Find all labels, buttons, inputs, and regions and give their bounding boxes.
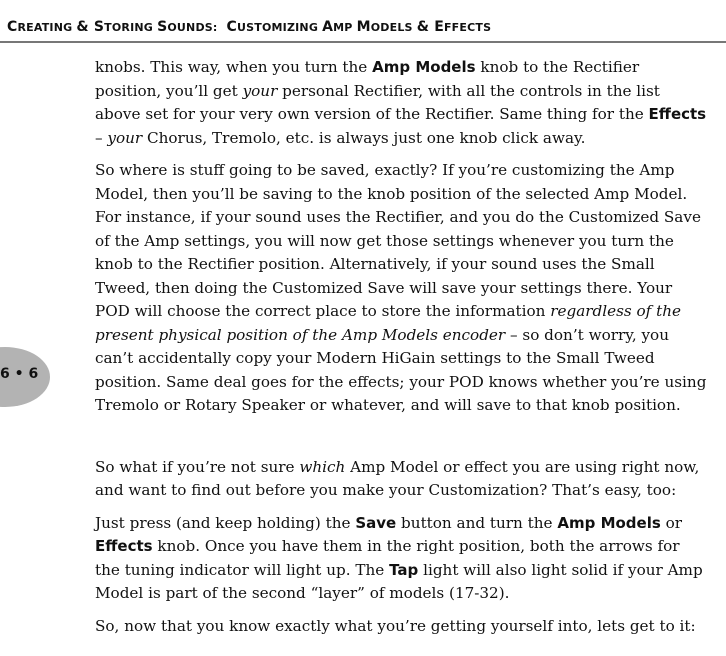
keyword-effects: Effects bbox=[648, 105, 707, 123]
header-rule bbox=[0, 41, 726, 43]
paragraph-1: knobs. This way, when you turn the Amp Models knob to the Rectifier position, you’ll get your personal Rectifier, with all the controls in the list above set for your very own version of the Rectifier. Same thing for the Effects – your Chorus, Tremolo, etc. is always just one knob click away. bbox=[95, 58, 707, 147]
paragraph-4: Just press (and keep holding) the Save button and turn the Amp Models or Effects knob. Once you have them in the right position, both the arrows for the tuning indicator will light up. The Tap light will also light solid if your Amp Model is part of the second “layer” of models (17-32). bbox=[95, 513, 703, 602]
keyword-effects: Effects bbox=[95, 537, 153, 555]
paragraph-5: So, now that you know exactly what you’re getting yourself into, lets get to it: bbox=[95, 616, 696, 635]
paragraph-3: So what if you’re not sure which Amp Model or effect you are using right now, and want to find out before you make your Customization? That’s easy, too: bbox=[95, 457, 700, 499]
running-header: CREATING & STORING SOUNDS: CUSTOMIZING AMP MODELS & EFFECTS bbox=[7, 19, 492, 35]
page-number: 6 • 6 bbox=[0, 366, 39, 382]
keyword-tap: Tap bbox=[389, 560, 419, 579]
keyword-save: Save bbox=[355, 513, 397, 532]
paragraph-2: So where is stuff going to be saved, exactly? If you’re customizing the Amp Model, then you’ll be saving to the knob position of the selected Amp Model. For instance, if your sound uses the Rectifier, and you do the Customized Save of the Amp settings, you will now get those settings whenever you turn the knob to the Rectifier position. Alternatively, if your sound uses the Small Tweed, then doing the Customized Save will save your settings there. Your POD will choose the correct place to store the information regardless of the present physical position of the Amp Models encoder – so don’t worry, you can’t accidentally copy your Modern HiGain settings to the Small Tweed position. Same deal goes for the effects; your POD knows whether you’re using Tremolo or Rotary Speaker or whatever, and will save to that knob position. bbox=[95, 161, 707, 414]
keyword-amp-models: Amp Models bbox=[372, 58, 476, 76]
keyword-amp-models: Amp Models bbox=[557, 513, 661, 532]
body-text bbox=[95, 56, 709, 647]
